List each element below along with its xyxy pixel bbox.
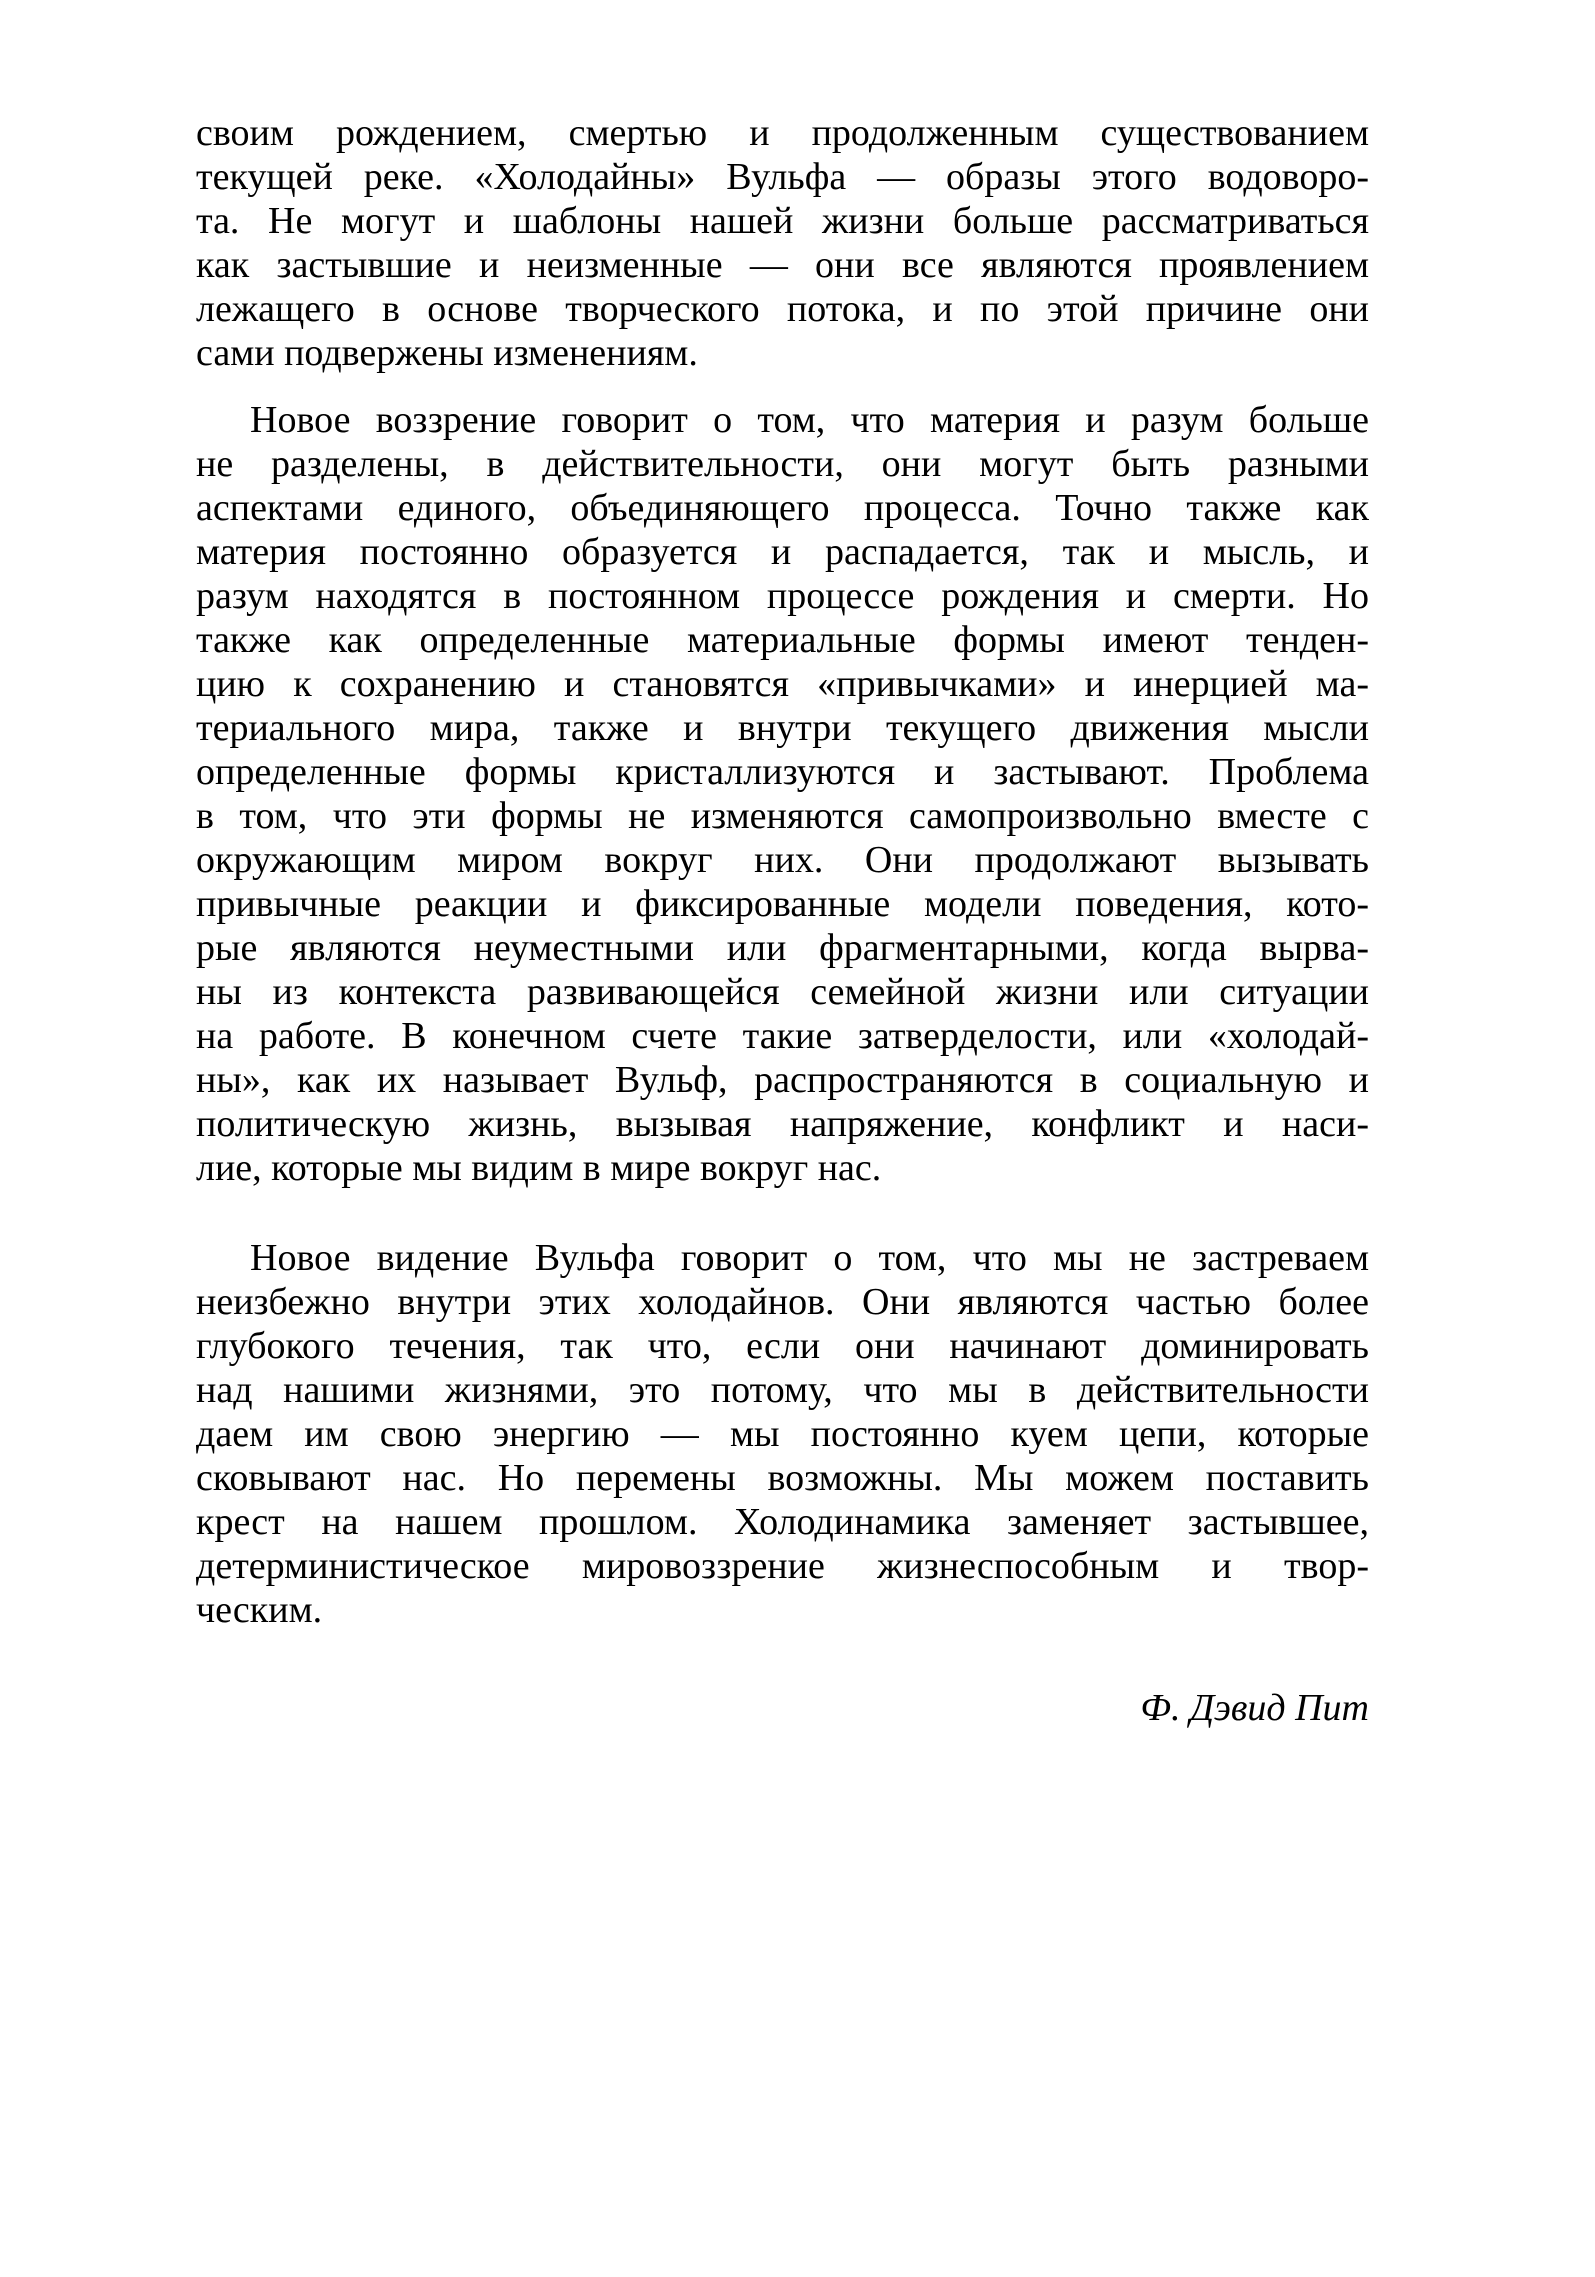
text-line: над нашими жизнями, это потому, что мы в действительности (196, 1369, 1369, 1411)
text-line: Новое видение Вульфа говорит о том, что мы не застреваем (250, 1237, 1369, 1279)
text-line: лежащего в основе творческого потока, и по этой причине они (196, 288, 1369, 330)
text-line: крест на нашем прошлом. Холодинамика заменяет застывшее, (196, 1501, 1369, 1543)
text-line: рые являются неуместными или фрагментарными, когда вырва- (196, 927, 1369, 969)
text-line: аспектами единого, объединяющего процесса. Точно также как (196, 487, 1369, 529)
text-line: Новое воззрение говорит о том, что материя и разум больше (250, 399, 1369, 441)
author-signature: Ф. Дэвид Пит (1140, 1687, 1369, 1729)
text-line: та. Не могут и шаблоны нашей жизни больше рассматриваться (196, 200, 1369, 242)
text-line: также как определенные материальные формы имеют тенден- (196, 619, 1369, 661)
text-line: сами подвержены изменениям. (196, 332, 698, 374)
text-line: своим рождением, смертью и продолженным существованием (196, 112, 1369, 154)
text-line: териального мира, также и внутри текущего движения мысли (196, 707, 1369, 749)
text-line: разум находятся в постоянном процессе рождения и смерти. Но (196, 575, 1369, 617)
text-line: ны», как их называет Вульф, распространяются в социальную и (196, 1059, 1369, 1101)
text-line: материя постоянно образуется и распадается, так и мысль, и (196, 531, 1369, 573)
text-line: текущей реке. «Холодайны» Вульфа — образы этого водоворо- (196, 156, 1369, 198)
text-line: глубокого течения, так что, если они начинают доминировать (196, 1325, 1369, 1367)
text-line: неизбежно внутри этих холодайнов. Они являются частью более (196, 1281, 1369, 1323)
text-line: в том, что эти формы не изменяются самопроизвольно вместе с (196, 795, 1369, 837)
text-line: цию к сохранению и становятся «привычками» и инерцией ма- (196, 663, 1369, 705)
paragraph-3 (196, 1236, 1369, 1632)
text-line: сковывают нас. Но перемены возможны. Мы можем поставить (196, 1457, 1369, 1499)
text-line: не разделены, в действительности, они могут быть разными (196, 443, 1369, 485)
text-line: определенные формы кристаллизуются и застывают. Проблема (196, 751, 1369, 793)
text-line: детерминистическое мировоззрение жизнеспособным и твор- (196, 1545, 1369, 1587)
text-line: политическую жизнь, вызывая напряжение, конфликт и наси- (196, 1103, 1369, 1145)
text-line: ны из контекста развивающейся семейной жизни или ситуации (196, 971, 1369, 1013)
text-line: даем им свою энергию — мы постоянно куем цепи, которые (196, 1413, 1369, 1455)
text-line: привычные реакции и фиксированные модели поведения, кото- (196, 883, 1369, 925)
paragraph-1 (196, 111, 1369, 375)
text-line: на работе. В конечном счете такие затверделости, или «холодай- (196, 1015, 1369, 1057)
text-line: как застывшие и неизменные — они все являются проявлением (196, 244, 1369, 286)
paragraph-2 (196, 398, 1369, 1190)
text-line: ческим. (196, 1589, 323, 1631)
text-line: лие, которые мы видим в мире вокруг нас. (196, 1147, 882, 1189)
text-line: окружающим миром вокруг них. Они продолжают вызывать (196, 839, 1369, 881)
